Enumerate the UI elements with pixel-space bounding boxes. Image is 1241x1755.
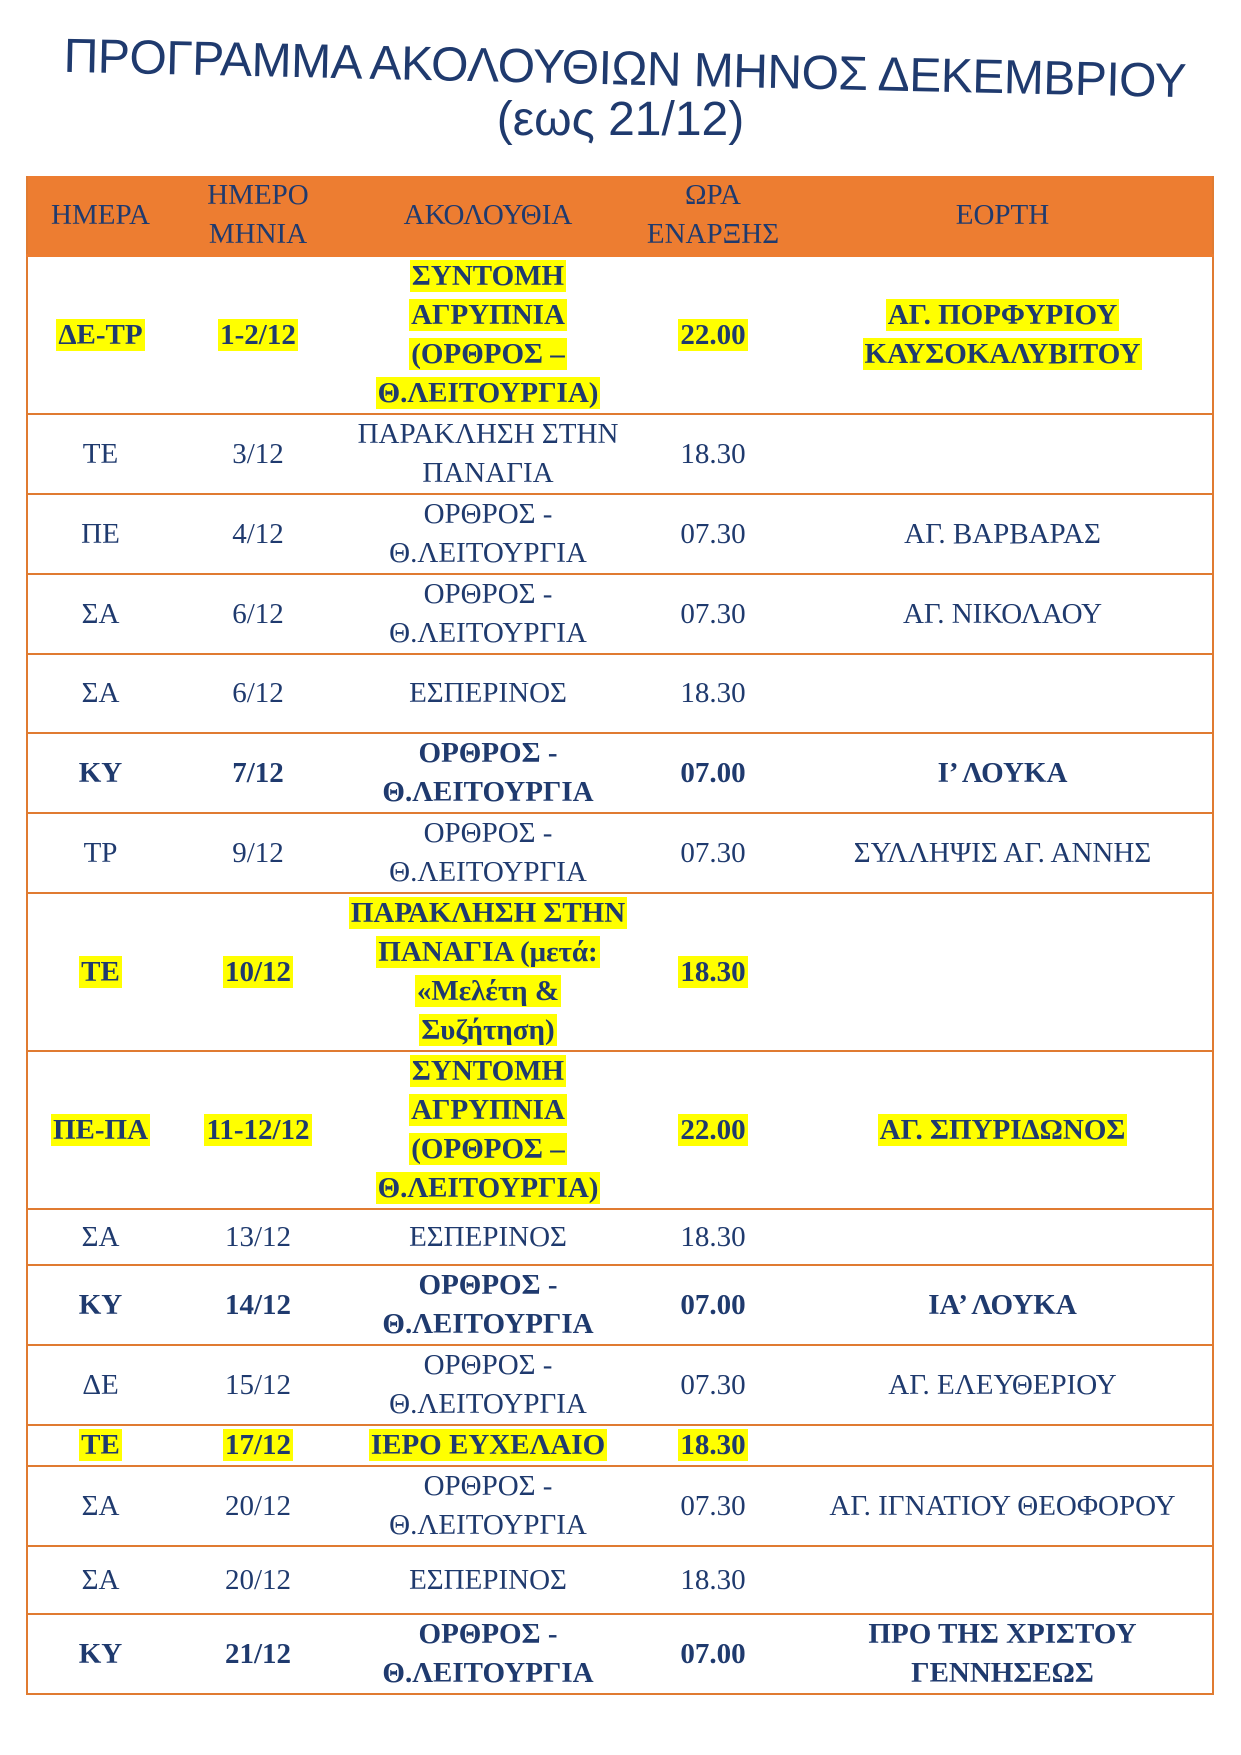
cell-day: ΚΥ [27,733,173,813]
cell-day: ΣΑ [27,1546,173,1614]
cell-time: 18.30 [633,654,793,733]
cell-feast: ΑΓ. ΒΑΡΒΑΡΑΣ [793,494,1213,574]
cell-feast [793,1546,1213,1614]
cell-feast [793,1425,1213,1466]
cell-service: ΠΑΡΑΚΛΗΣΗ ΣΤΗΝ ΠΑΝΑΓΙΑ (μετά: «Μελέτη & Συζήτηση) [343,893,633,1051]
page-subtitle: (εως 21/12) [496,93,745,146]
cell-date: 20/12 [173,1546,343,1614]
cell-date: 21/12 [173,1614,343,1694]
header-day: ΗΜΕΡΑ [27,176,173,256]
header-service: ΑΚΟΛΟΥΘΙΑ [343,176,633,256]
cell-feast: ΙΑ’ ΛΟΥΚΑ [793,1265,1213,1345]
cell-day: ΔΕ-ΤΡ [27,256,173,415]
table-row [27,1209,1213,1265]
cell-day: ΔΕ [27,1345,173,1425]
cell-date: 15/12 [173,1345,343,1425]
cell-day: ΣΑ [27,1466,173,1546]
cell-feast: Ι’ ΛΟΥΚΑ [793,733,1213,813]
cell-feast: ΑΓ. ΣΠΥΡΙΔΩΝΟΣ [793,1051,1213,1209]
cell-date: 20/12 [173,1466,343,1546]
cell-day: ΣΑ [27,654,173,733]
cell-service: ΟΡΘΡΟΣ - Θ.ΛΕΙΤΟΥΡΓΙΑ [343,1265,633,1345]
cell-feast: ΠΡΟ ΤΗΣ ΧΡΙΣΤΟΥ ΓΕΝΝΗΣΕΩΣ [793,1614,1213,1694]
cell-feast: ΣΥΛΛΗΨΙΣ ΑΓ. ΑΝΝΗΣ [793,813,1213,893]
cell-feast: ΑΓ. ΙΓΝΑΤΙΟΥ ΘΕΟΦΟΡΟΥ [793,1466,1213,1546]
cell-time: 07.00 [633,1265,793,1345]
cell-service: ΕΣΠΕΡΙΝΟΣ [343,1546,633,1614]
cell-day: ΤΡ [27,813,173,893]
cell-time: 07.30 [633,574,793,654]
title-block [0,0,1241,170]
table-row [27,494,1213,574]
cell-service: ΟΡΘΡΟΣ - Θ.ΛΕΙΤΟΥΡΓΙΑ [343,1466,633,1546]
cell-date: 7/12 [173,733,343,813]
cell-time: 07.00 [633,1614,793,1694]
cell-time: 18.30 [633,414,793,494]
table-row [27,414,1213,494]
cell-time: 18.30 [633,1209,793,1265]
cell-date: 9/12 [173,813,343,893]
cell-time: 22.00 [633,256,793,415]
cell-service: ΟΡΘΡΟΣ - Θ.ΛΕΙΤΟΥΡΓΙΑ [343,1614,633,1694]
table-row [27,893,1213,1051]
cell-day: ΤΕ [27,1425,173,1466]
cell-day: ΚΥ [27,1614,173,1694]
table-row [27,256,1213,415]
cell-date: 13/12 [173,1209,343,1265]
cell-date: 14/12 [173,1265,343,1345]
table-row [27,813,1213,893]
cell-service: ΟΡΘΡΟΣ - Θ.ΛΕΙΤΟΥΡΓΙΑ [343,733,633,813]
cell-service: ΙΕΡΟ ΕΥΧΕΛΑΙΟ [343,1425,633,1466]
cell-day: ΣΑ [27,574,173,654]
cell-service: ΣΥΝΤΟΜΗ ΑΓΡΥΠΝΙΑ (ΟΡΘΡΟΣ – Θ.ΛΕΙΤΟΥΡΓΙΑ) [343,1051,633,1209]
cell-time: 18.30 [633,1425,793,1466]
table-row [27,654,1213,733]
cell-service: ΟΡΘΡΟΣ - Θ.ΛΕΙΤΟΥΡΓΙΑ [343,813,633,893]
cell-feast [793,1209,1213,1265]
cell-feast [793,654,1213,733]
cell-date: 11-12/12 [173,1051,343,1209]
table-row [27,733,1213,813]
cell-feast [793,414,1213,494]
cell-date: 10/12 [173,893,343,1051]
schedule-table [26,176,1214,1695]
table-row [27,1265,1213,1345]
cell-day: ΣΑ [27,1209,173,1265]
cell-time: 07.30 [633,1466,793,1546]
header-row [27,176,1213,256]
cell-service: ΠΑΡΑΚΛΗΣΗ ΣΤΗΝ ΠΑΝΑΓΙΑ [343,414,633,494]
cell-day: ΚΥ [27,1265,173,1345]
table-row [27,1546,1213,1614]
header-time: ΩΡΑ ΕΝΑΡΞΗΣ [633,176,793,256]
cell-time: 07.00 [633,733,793,813]
cell-day: ΤΕ [27,893,173,1051]
cell-day: ΠΕ-ΠΑ [27,1051,173,1209]
cell-day: ΠΕ [27,494,173,574]
cell-date: 1-2/12 [173,256,343,415]
cell-time: 07.30 [633,494,793,574]
cell-date: 6/12 [173,574,343,654]
cell-service: ΟΡΘΡΟΣ - Θ.ΛΕΙΤΟΥΡΓΙΑ [343,574,633,654]
table-row [27,1345,1213,1425]
cell-time: 18.30 [633,1546,793,1614]
cell-day: ΤΕ [27,414,173,494]
cell-service: ΕΣΠΕΡΙΝΟΣ [343,654,633,733]
cell-feast: ΑΓ. ΠΟΡΦΥΡΙΟΥ ΚΑΥΣΟΚΑΛΥΒΙΤΟΥ [793,256,1213,415]
header-feast: ΕΟΡΤΗ [793,176,1213,256]
cell-service: ΣΥΝΤΟΜΗ ΑΓΡΥΠΝΙΑ (ΟΡΘΡΟΣ – Θ.ΛΕΙΤΟΥΡΓΙΑ) [343,256,633,415]
table-row [27,574,1213,654]
cell-service: ΟΡΘΡΟΣ - Θ.ΛΕΙΤΟΥΡΓΙΑ [343,494,633,574]
cell-date: 6/12 [173,654,343,733]
table-row [27,1425,1213,1466]
table-row [27,1466,1213,1546]
cell-feast: ΑΓ. ΝΙΚΟΛΑΟΥ [793,574,1213,654]
page-title: ΠΡΟΓΡΑΜΜΑ ΑΚΟΛΟΥΘΙΩΝ ΜΗΝΟΣ ΔΕΚΕΜΒΡΙΟΥ [63,29,1187,109]
cell-feast: ΑΓ. ΕΛΕΥΘΕΡΙΟΥ [793,1345,1213,1425]
cell-time: 07.30 [633,813,793,893]
cell-time: 22.00 [633,1051,793,1209]
cell-service: ΕΣΠΕΡΙΝΟΣ [343,1209,633,1265]
cell-date: 3/12 [173,414,343,494]
cell-time: 18.30 [633,893,793,1051]
table-row [27,1051,1213,1209]
cell-date: 17/12 [173,1425,343,1466]
cell-date: 4/12 [173,494,343,574]
cell-feast [793,893,1213,1051]
cell-time: 07.30 [633,1345,793,1425]
header-date: ΗΜΕΡΟ ΜΗΝΙΑ [173,176,343,256]
table-row [27,1614,1213,1694]
cell-service: ΟΡΘΡΟΣ - Θ.ΛΕΙΤΟΥΡΓΙΑ [343,1345,633,1425]
